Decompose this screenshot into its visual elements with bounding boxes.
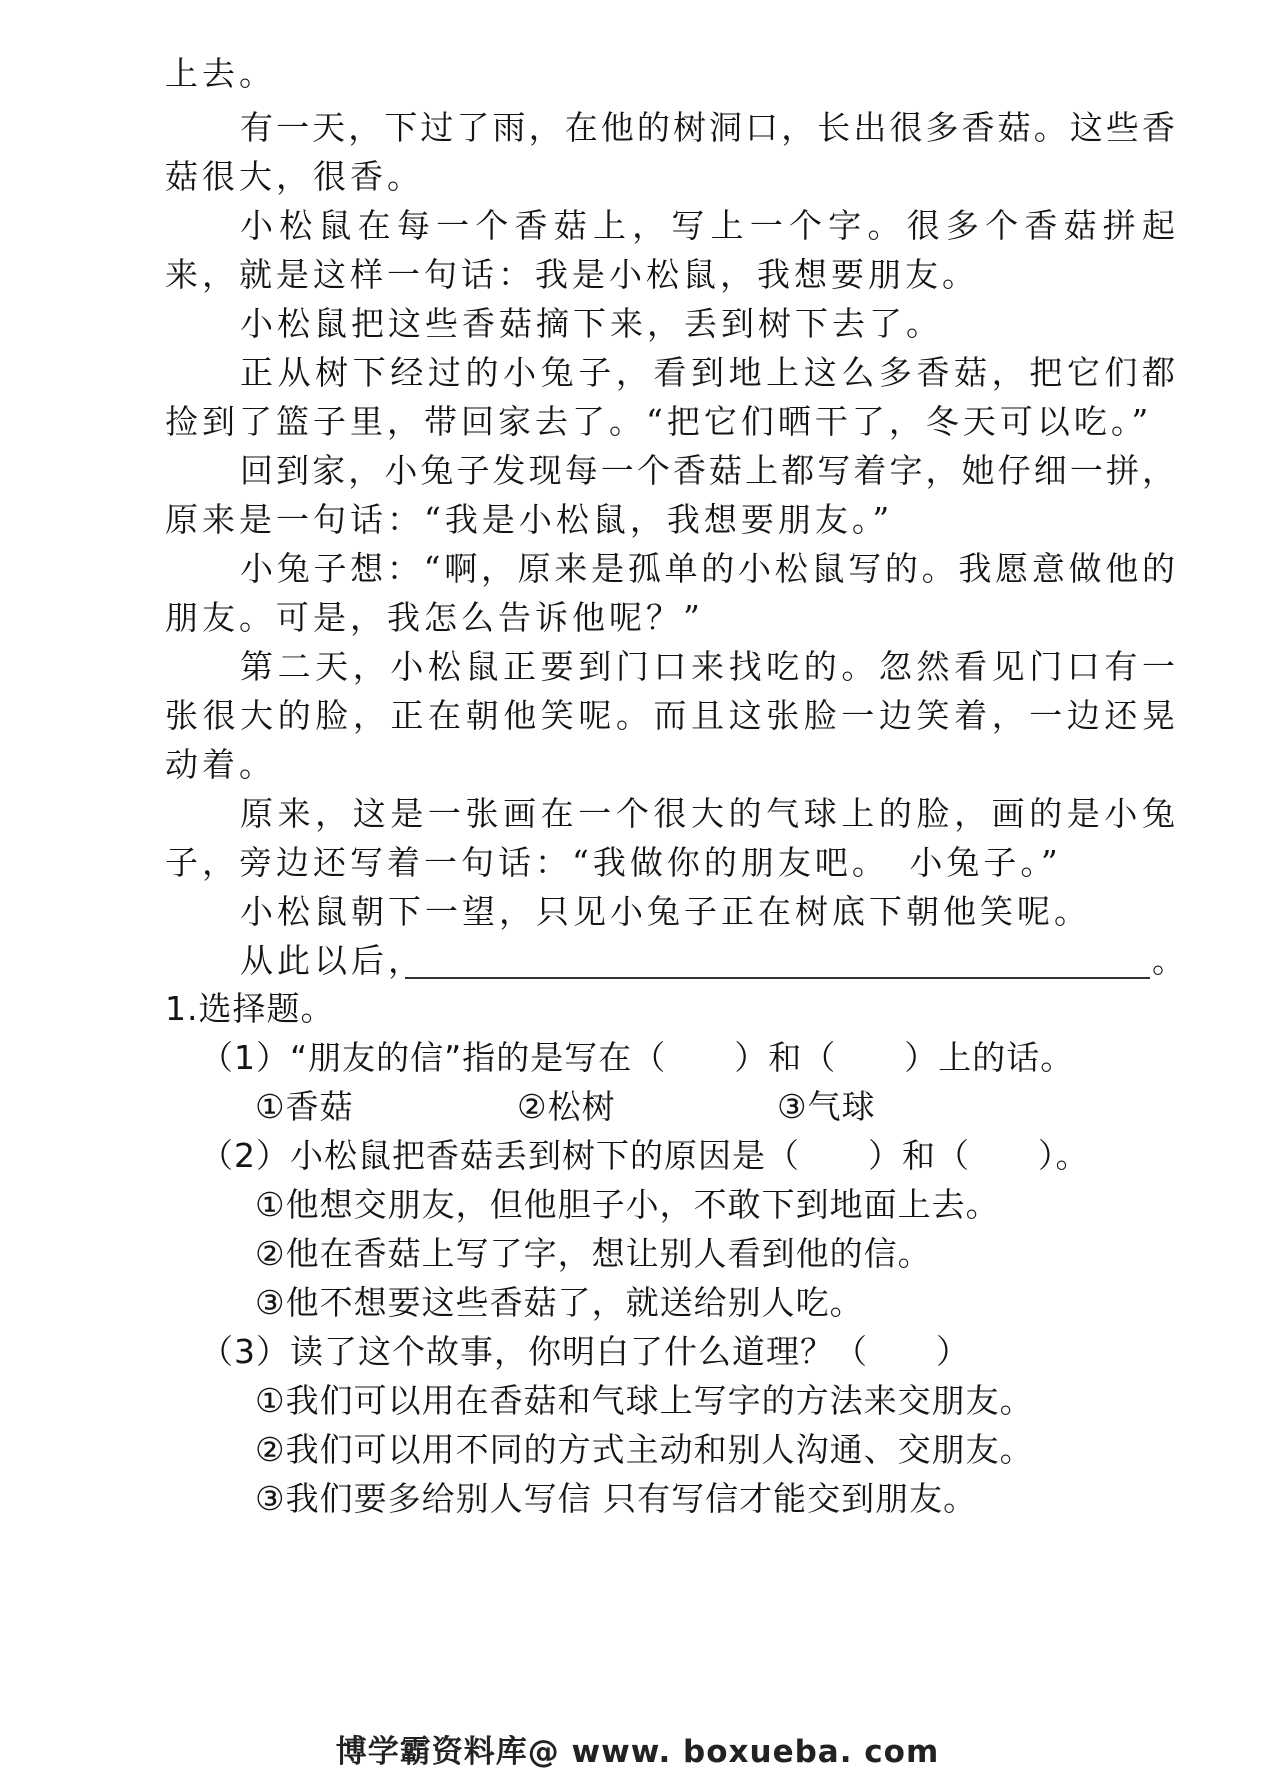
- blank-lead-text: 从此以后，: [240, 941, 425, 980]
- passage-line: 动着。: [165, 745, 276, 784]
- passage-line: 捡到了篮子里，带回家去了。“把它们晒干了，冬天可以吃。”: [165, 402, 1153, 441]
- option-item[interactable]: ①香菇: [255, 1087, 354, 1126]
- answer-blank[interactable]: [405, 977, 1150, 979]
- question-1-stem: （1）“朋友的信”指的是写在（ ）和（ ）上的话。: [200, 1038, 1075, 1077]
- section-title: 1.选择题。: [165, 989, 335, 1028]
- question-3-stem: （3）读了这个故事，你明白了什么道理？（ ）: [200, 1332, 970, 1371]
- passage-line: 朋友。可是，我怎么告诉他呢？”: [165, 598, 704, 637]
- passage-line: 菇很大，很香。: [165, 157, 424, 196]
- passage-line: 张很大的脸，正在朝他笑呢。而且这张脸一边笑着，一边还晃: [165, 696, 1175, 735]
- question-2-stem: （2）小松鼠把香菇丢到树下的原因是（ ）和（ ）。: [200, 1136, 1090, 1175]
- passage-line: 第二天，小松鼠正要到门口来找吃的。忽然看见门口有一: [240, 647, 1175, 686]
- fill-in-blank-row: [240, 933, 1189, 989]
- passage-line: 上去。: [165, 54, 276, 93]
- passage-line: 子，旁边还写着一句话：“我做你的朋友吧。 小兔子。”: [165, 843, 1062, 882]
- option-item[interactable]: ①他想交朋友，但他胆子小，不敢下到地面上去。: [255, 1185, 1000, 1224]
- passage-line: 小兔子想：“啊，原来是孤单的小松鼠写的。我愿意做他的: [240, 549, 1175, 588]
- question-1-options: [255, 1079, 955, 1135]
- passage-line: 回到家，小兔子发现每一个香菇上都写着字，她仔细一拼，: [240, 451, 1175, 490]
- passage-line: 小松鼠在每一个香菇上，写上一个字。很多个香菇拼起: [240, 206, 1175, 245]
- passage-line: 小松鼠把这些香菇摘下来，丢到树下去了。: [240, 304, 943, 343]
- passage-line: 原来是一句话：“我是小松鼠，我想要朋友。”: [165, 500, 894, 539]
- passage-line: 有一天，下过了雨，在他的树洞口，长出很多香菇。这些香: [240, 108, 1175, 147]
- passage-line: 小松鼠朝下一望，只见小兔子正在树底下朝他笑呢。: [240, 892, 1091, 931]
- blank-period: 。: [1152, 941, 1189, 980]
- passage-line: 正从树下经过的小兔子，看到地上这么多香菇，把它们都: [240, 353, 1175, 392]
- option-item[interactable]: ②松树: [517, 1087, 616, 1126]
- option-item[interactable]: ③他不想要这些香菇了，就送给别人吃。: [255, 1283, 864, 1322]
- passage-line: 来，就是这样一句话：我是小松鼠，我想要朋友。: [165, 255, 979, 294]
- watermark-footer: 博学霸资料库@ www. boxueba. com: [335, 1734, 940, 1770]
- option-item[interactable]: ③我们要多给别人写信 只有写信才能交到朋友。: [255, 1479, 978, 1518]
- option-item[interactable]: ①我们可以用在香菇和气球上写字的方法来交朋友。: [255, 1381, 1034, 1420]
- option-item[interactable]: ③气球: [777, 1087, 876, 1126]
- passage-line: 原来，这是一张画在一个很大的气球上的脸，画的是小兔: [240, 794, 1175, 833]
- option-item[interactable]: ②我们可以用不同的方式主动和别人沟通、交朋友。: [255, 1430, 1034, 1469]
- option-item[interactable]: ②他在香菇上写了字，想让别人看到他的信。: [255, 1234, 932, 1273]
